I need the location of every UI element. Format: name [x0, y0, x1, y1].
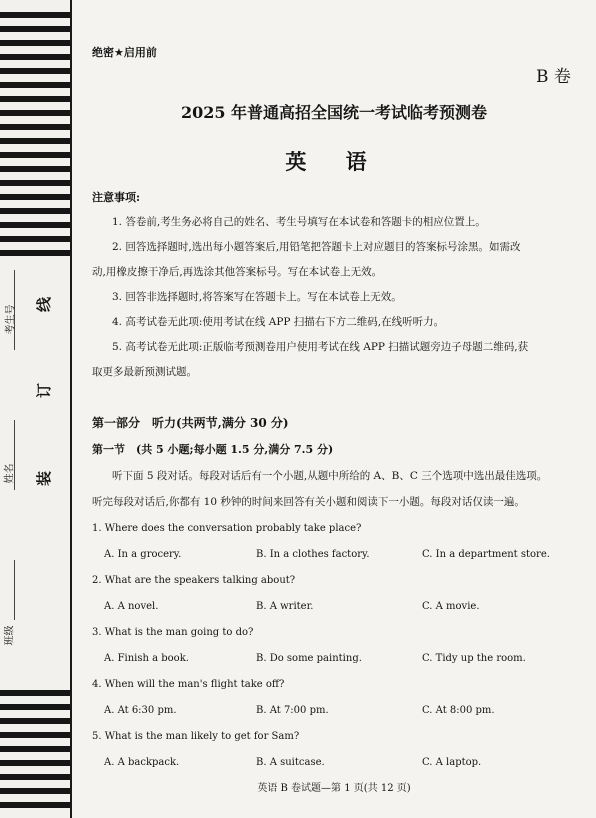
- question-3-option-c: C. Tidy up the room.: [422, 653, 526, 664]
- question-5-option-b: B. A suitcase.: [256, 757, 325, 768]
- question-2-option-a: A. A novel.: [104, 601, 159, 612]
- notice-item-5-cont: 取更多最新预测试题。: [92, 366, 197, 378]
- question-5: 5. What is the man likely to get for Sam?: [92, 731, 300, 742]
- line-mark: 线: [35, 296, 54, 313]
- volume-label: B 卷: [536, 67, 571, 87]
- exam-number-label: 考生号: [5, 304, 17, 335]
- notice-item-2: 2. 回答选择题时,选出每小题答案后,用铅笔把答题卡上对应题目的答案标号涂黑。如需改: [112, 241, 521, 253]
- question-4-option-a: A. At 6:30 pm.: [104, 705, 177, 716]
- part-title: 第一部分 听力(共两节,满分 30 分): [92, 416, 289, 430]
- class-label: 班级: [4, 625, 16, 646]
- question-4: 4. When will the man's flight take off?: [92, 679, 285, 690]
- page-footer: 英语 B 卷试题—第 1 页(共 12 页): [257, 783, 411, 794]
- notice-item-2-cont: 动,用橡皮擦干净后,再选涂其他答案标号。写在本试卷上无效。: [92, 266, 383, 278]
- question-3: 3. What is the man going to do?: [92, 627, 254, 638]
- intro-line-1: 听下面 5 段对话。每段对话后有一个小题,从题中所给的 A、B、C 三个选项中选出最佳选项。: [112, 470, 548, 482]
- name-label: 姓名: [4, 463, 16, 484]
- question-5-option-c: C. A laptop.: [422, 757, 482, 768]
- notice-item-4: 4. 高考试卷无此项:使用考试在线 APP 扫描右下方二维码,在线听听力。: [112, 316, 445, 328]
- notice-item-3: 3. 回答非选择题时,将答案写在答题卡上。写在本试卷上无效。: [112, 291, 402, 303]
- section-title: 第一节 (共 5 小题;每小题 1.5 分,满分 7.5 分): [92, 443, 334, 456]
- question-2: 2. What are the speakers talking about?: [92, 575, 296, 586]
- notice-heading: 注意事项:: [92, 191, 141, 204]
- order-mark: 订: [35, 382, 54, 399]
- question-3-option-b: B. Do some painting.: [256, 653, 362, 664]
- exam-title: 2025 年普通高招全国统一考试临考预测卷: [180, 103, 488, 122]
- subject-title: 英 语: [285, 149, 383, 174]
- question-3-option-a: A. Finish a book.: [104, 653, 189, 664]
- question-1: 1. Where does the conversation probably take place?: [92, 523, 362, 534]
- question-4-option-c: C. At 8:00 pm.: [422, 705, 495, 716]
- question-1-option-c: C. In a department store.: [422, 549, 550, 560]
- intro-line-2: 听完每段对话后,你都有 10 秒钟的时间来回答有关小题和阅读下一小题。每段对话仅读一遍。: [92, 496, 525, 508]
- notice-item-1: 1. 答卷前,考生务必将自己的姓名、考生号填写在本试卷和答题卡的相应位置上。: [112, 216, 486, 228]
- question-1-option-a: A. In a grocery.: [104, 549, 182, 560]
- question-2-option-b: B. A writer.: [256, 601, 314, 612]
- question-1-option-b: B. In a clothes factory.: [256, 549, 370, 560]
- notice-item-5: 5. 高考试卷无此项:正版临考预测卷用户使用考试在线 APP 扫描试题旁边子母题二维码,获: [112, 341, 529, 353]
- question-5-option-a: A. A backpack.: [104, 757, 180, 768]
- question-4-option-b: B. At 7:00 pm.: [256, 705, 329, 716]
- question-2-option-c: C. A movie.: [422, 601, 480, 612]
- bind-mark: 装: [35, 470, 54, 487]
- confidential-label: 绝密★启用前: [92, 46, 157, 59]
